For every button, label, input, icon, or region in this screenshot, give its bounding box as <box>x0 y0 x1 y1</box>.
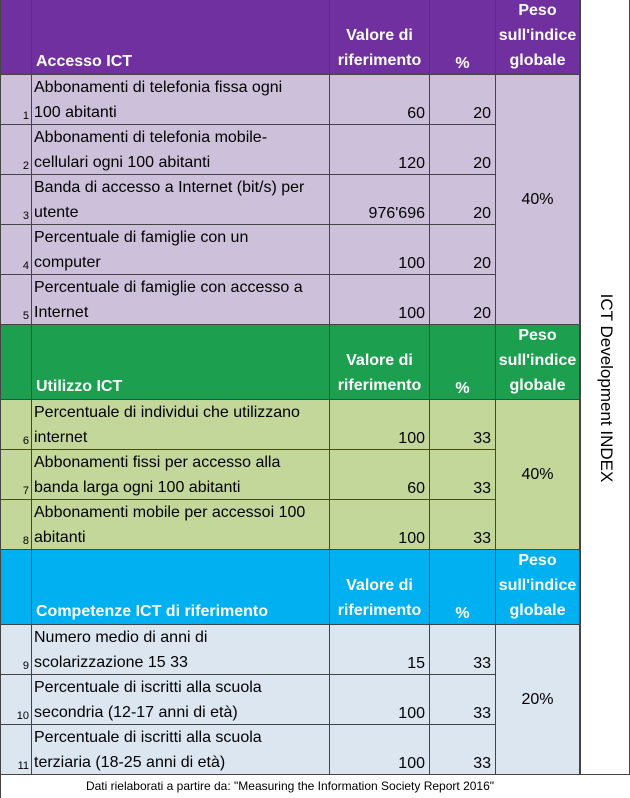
indicator-description-line: scolarizzazione 15 33 <box>34 654 188 671</box>
value-column-header <box>330 325 430 400</box>
reference-value: 15 <box>330 625 430 675</box>
weight-header-line: globale <box>509 377 566 394</box>
indicator-description-line: Abbonamenti fissi per accesso alla <box>34 454 281 471</box>
indicator-description-line: internet <box>34 429 88 446</box>
row-number: 8 <box>0 500 32 550</box>
indicator-description-line: secondria (12-17 anni di età) <box>34 704 238 721</box>
indicator-description <box>32 275 330 325</box>
indicator-description-line: Banda di accesso a Internet (bit/s) per <box>34 179 305 196</box>
percent-value: 20 <box>430 175 496 225</box>
global-weight-value: 40% <box>496 75 580 325</box>
value-header-line: riferimento <box>337 52 422 69</box>
weight-header-line: globale <box>509 52 566 69</box>
indicator-description <box>32 125 330 175</box>
source-footnote: Dati rielaborati a partire da: "Measuring the Information Society Report 2016" <box>85 779 495 793</box>
indicator-description-line: Abbonamenti di telefonia fissa ogni <box>34 79 283 96</box>
row-number: 5 <box>0 275 32 325</box>
indicator-description <box>32 75 330 125</box>
row-number: 4 <box>0 225 32 275</box>
global-weight-value: 40% <box>496 400 580 550</box>
percent-column-header: % <box>430 550 496 625</box>
weight-header-line: Peso <box>518 2 557 19</box>
percent-column-header: % <box>430 325 496 400</box>
percent-value: 33 <box>430 450 496 500</box>
reference-value: 100 <box>330 675 430 725</box>
reference-value: 120 <box>330 125 430 175</box>
value-header-line: Valore di <box>346 27 413 44</box>
row-number: 6 <box>0 400 32 450</box>
weight-header-line: sull'indice <box>498 27 577 44</box>
reference-value: 60 <box>330 450 430 500</box>
percent-value: 20 <box>430 275 496 325</box>
row-number: 9 <box>0 625 32 675</box>
percent-value: 20 <box>430 75 496 125</box>
weight-column-header <box>496 0 580 75</box>
indicator-description-line: Percentuale di iscritti alla scuola <box>34 729 262 746</box>
weight-header-line: Peso <box>518 552 557 569</box>
value-header-line: Valore di <box>346 352 413 369</box>
indicator-description <box>32 725 330 775</box>
indicator-description-line: utente <box>34 204 79 221</box>
weight-header-lines <box>499 0 577 73</box>
reference-value: 100 <box>330 275 430 325</box>
reference-value: 976'696 <box>330 175 430 225</box>
indicator-description-line: 100 abitanti <box>34 104 117 121</box>
indicator-description <box>32 175 330 225</box>
section-header-num <box>0 550 32 625</box>
side-label-cell <box>580 0 630 775</box>
reference-value: 100 <box>330 500 430 550</box>
weight-header-line: sull'indice <box>498 352 577 369</box>
indicator-description-line: cellulari ogni 100 abitanti <box>34 154 211 171</box>
percent-value: 33 <box>430 400 496 450</box>
indicator-description-line: Abbonamenti di telefonia mobile- <box>34 129 268 146</box>
global-weight-value: 20% <box>496 625 580 775</box>
indicator-description <box>32 225 330 275</box>
value-header-lines <box>338 348 422 398</box>
indicator-description-line: terziaria (18-25 anni di età) <box>34 754 226 771</box>
side-label: ICT Development INDEX <box>597 293 616 483</box>
row-number: 2 <box>0 125 32 175</box>
percent-value: 33 <box>430 500 496 550</box>
indicator-description-line: Abbonamenti mobile per accessoi 100 <box>34 504 306 521</box>
reference-value: 100 <box>330 225 430 275</box>
weight-column-header <box>496 325 580 400</box>
indicator-description-line: Percentuale di iscritti alla scuola <box>34 679 262 696</box>
section-header-num <box>0 0 32 75</box>
indicator-description-line: banda larga ogni 100 abitanti <box>34 479 241 496</box>
row-number: 11 <box>0 725 32 775</box>
percent-value: 33 <box>430 625 496 675</box>
value-header-line: Valore di <box>346 577 413 594</box>
value-header-lines <box>338 573 422 623</box>
row-number: 10 <box>0 675 32 725</box>
value-header-lines <box>338 23 422 73</box>
indicator-description-line: computer <box>34 254 101 271</box>
indicator-description <box>32 675 330 725</box>
reference-value: 100 <box>330 725 430 775</box>
indicator-description-line: Percentuale di individui che utilizzano <box>34 404 300 421</box>
percent-value: 20 <box>430 125 496 175</box>
value-header-line: riferimento <box>337 377 422 394</box>
reference-value: 60 <box>330 75 430 125</box>
indicator-description-line: Percentuale di famiglie con accesso a <box>34 279 303 296</box>
section-title: Accesso ICT <box>32 0 330 75</box>
weight-column-header <box>496 550 580 625</box>
indicator-description-line: Numero medio di anni di <box>34 629 208 646</box>
indicator-description <box>32 450 330 500</box>
value-column-header <box>330 550 430 625</box>
weight-header-lines <box>499 548 577 623</box>
percent-value: 33 <box>430 675 496 725</box>
section-title: Utilizzo ICT <box>32 325 330 400</box>
value-header-line: riferimento <box>337 602 422 619</box>
percent-column-header: % <box>430 0 496 75</box>
indicator-description-line: Internet <box>34 304 89 321</box>
indicator-description-line: abitanti <box>34 529 86 546</box>
percent-value: 20 <box>430 225 496 275</box>
weight-header-line: Peso <box>518 327 557 344</box>
reference-value: 100 <box>330 400 430 450</box>
weight-header-lines <box>499 323 577 398</box>
section-header-num <box>0 325 32 400</box>
indicator-description-line: Percentuale di famiglie con un <box>34 229 249 246</box>
indicator-description <box>32 400 330 450</box>
value-column-header <box>330 0 430 75</box>
row-number: 1 <box>0 75 32 125</box>
indicator-description <box>32 500 330 550</box>
indicator-description <box>32 625 330 675</box>
section-title: Competenze ICT di riferimento <box>32 550 330 625</box>
row-number: 7 <box>0 450 32 500</box>
weight-header-line: globale <box>509 602 566 619</box>
percent-value: 33 <box>430 725 496 775</box>
row-number: 3 <box>0 175 32 225</box>
weight-header-line: sull'indice <box>498 577 577 594</box>
